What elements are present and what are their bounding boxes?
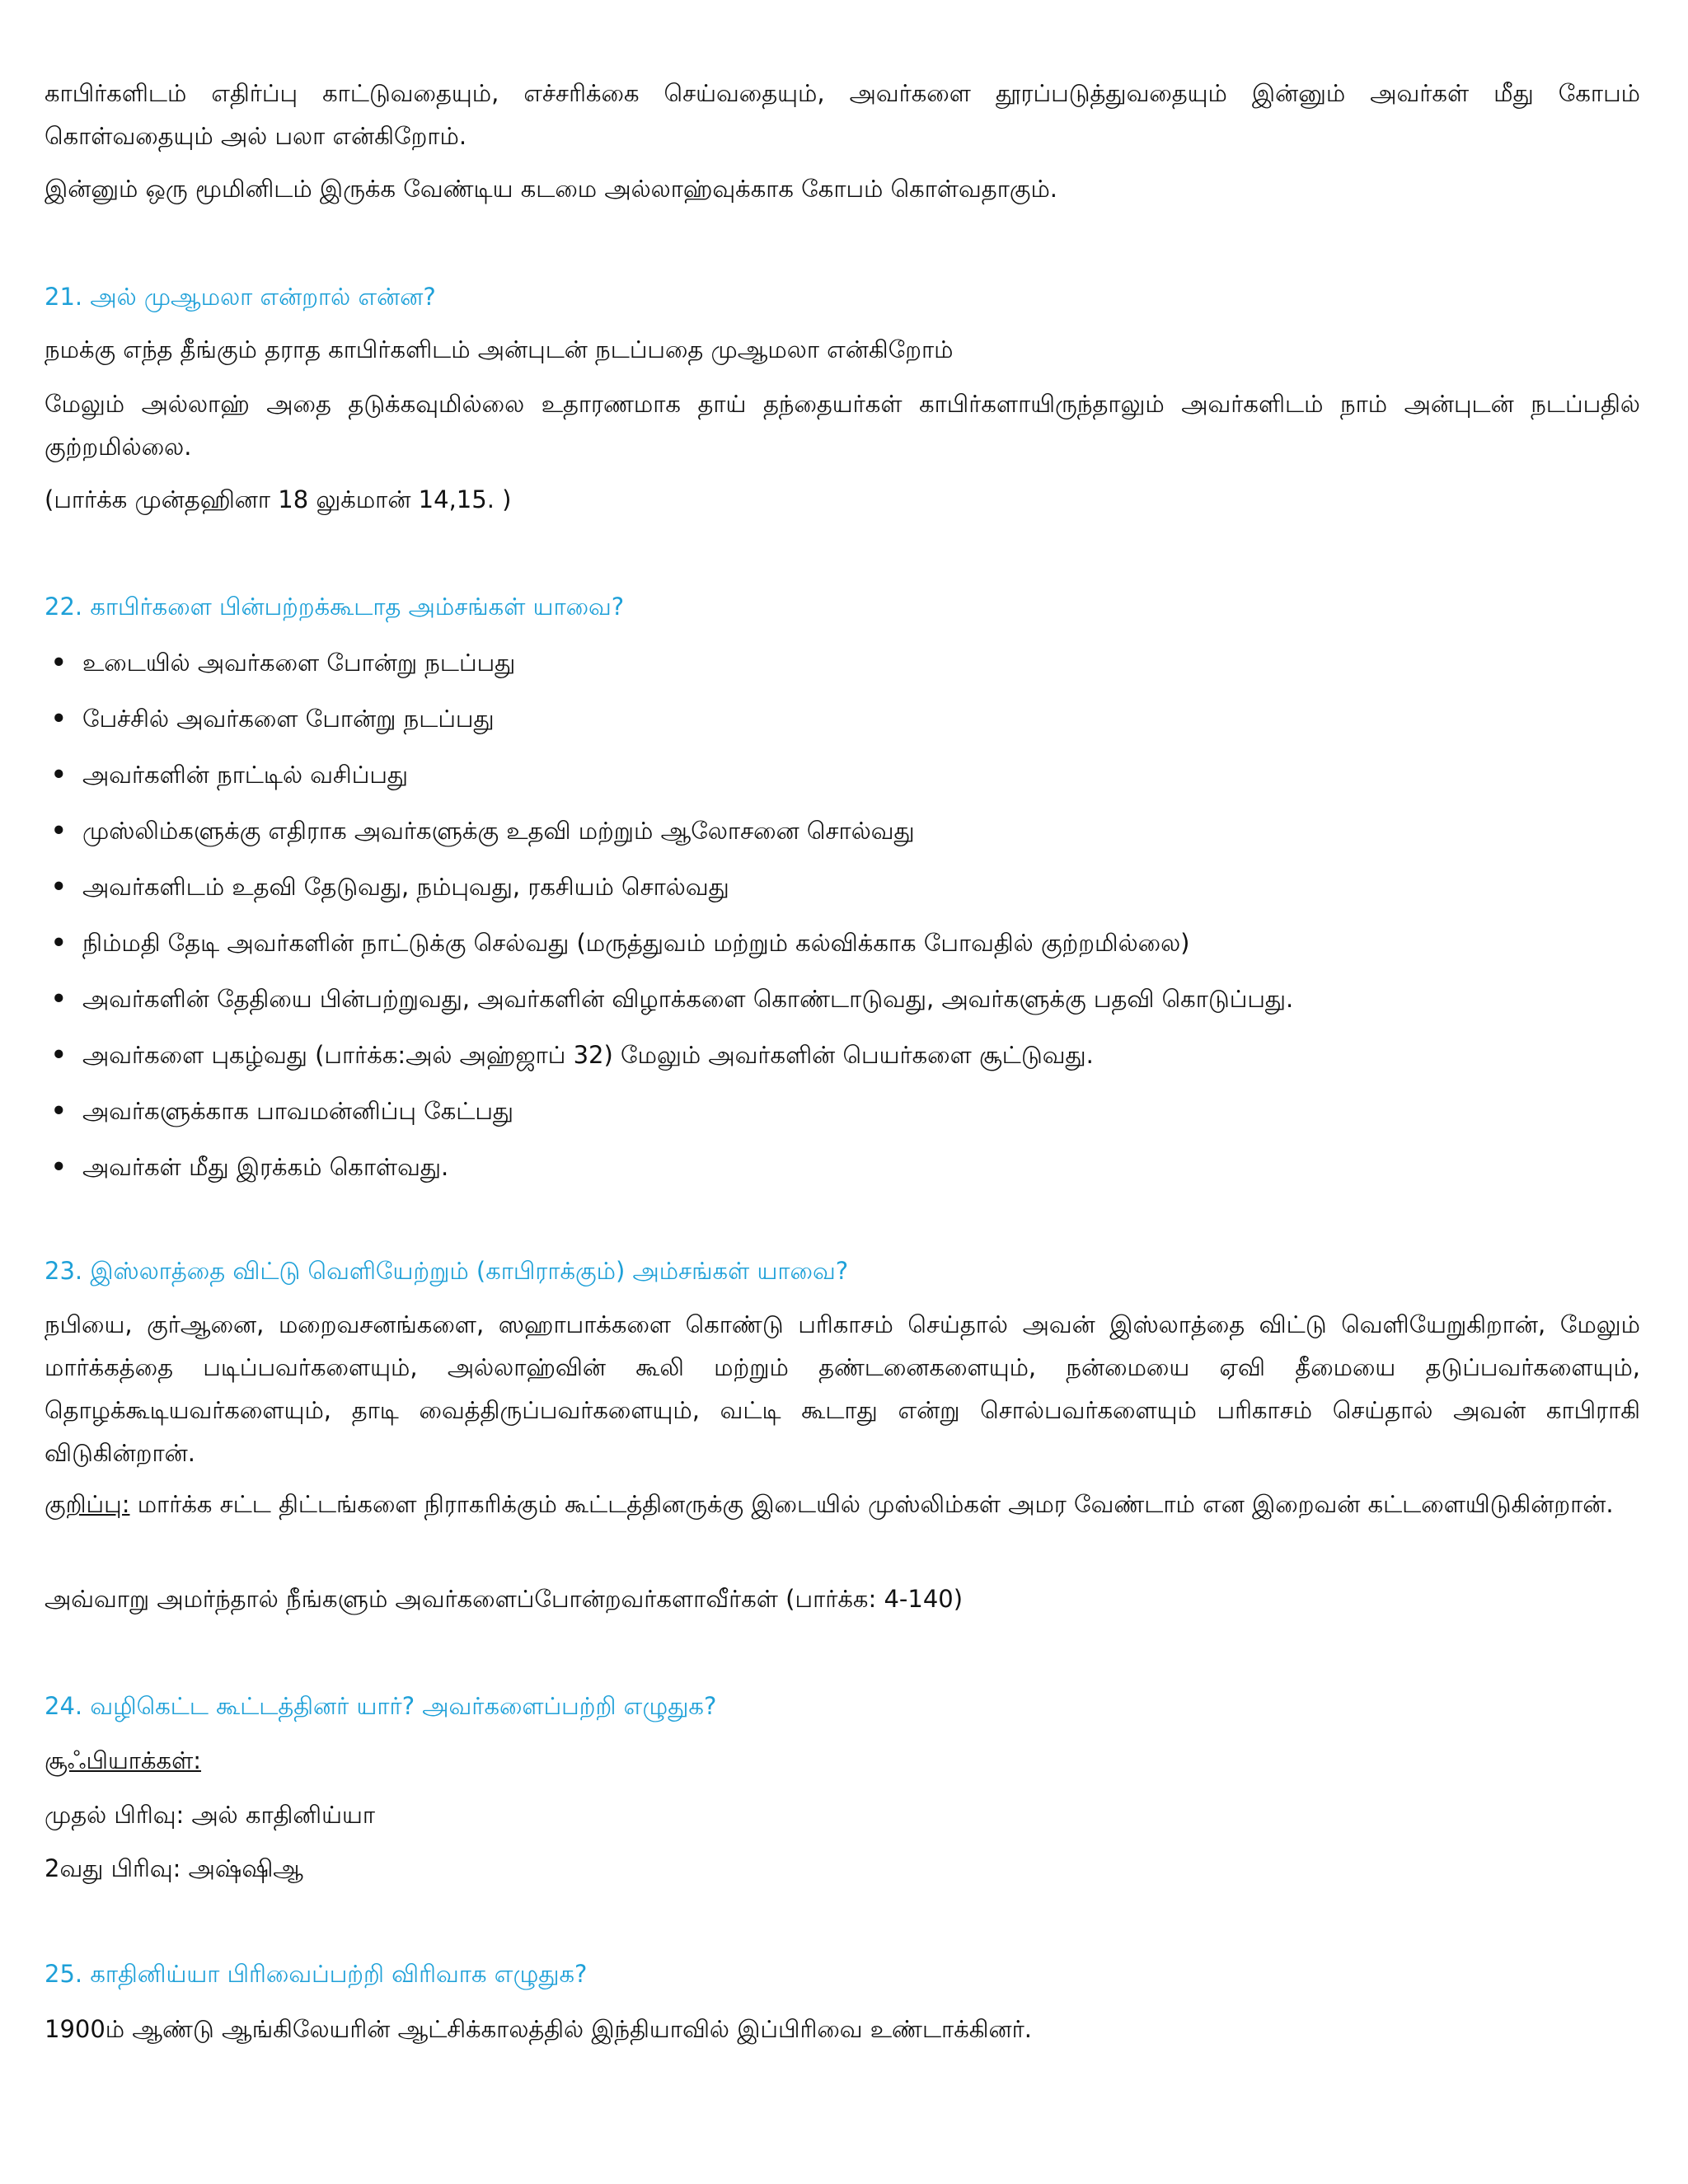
q23-note bbox=[45, 1483, 1640, 1526]
q25-paragraph-1: 1900ம் ஆண்டு ஆங்கிலேயரின் ஆட்சிக்காலத்தில் இந்தியாவில் இப்பிரிவை உண்டாக்கினர். bbox=[45, 2015, 1032, 2043]
list-item: • அவர்களுக்காக பாவமன்னிப்பு கேட்பது bbox=[45, 1090, 513, 1132]
q24-line-1: முதல் பிரிவு: அல் காதினிய்யா bbox=[45, 1801, 376, 1829]
bullet-icon: • bbox=[51, 1097, 67, 1125]
q21-reference: (பார்க்க முன்தஹினா 18 லுக்மான் 14,15. ) bbox=[45, 485, 512, 513]
question-23-heading: 23. இஸ்லாத்தை விட்டு வெளியேற்றும் (காபிராக்கும்) அம்சங்கள் யாவை? bbox=[45, 1257, 849, 1285]
list-item: • முஸ்லிம்களுக்கு எதிராக அவர்களுக்கு உதவி மற்றும் ஆலோசனை சொல்வது bbox=[45, 809, 915, 852]
bullet-icon: • bbox=[51, 873, 67, 901]
note-label: குறிப்பு: bbox=[45, 1490, 130, 1518]
bullet-icon: • bbox=[51, 1041, 67, 1069]
list-item: • உடையில் அவர்களை போன்று நடப்பது bbox=[45, 641, 515, 684]
question-24-heading: 24. வழிகெட்ட கூட்டத்தினர் யார்? அவர்களைப்பற்றி எழுதுக? bbox=[45, 1692, 717, 1720]
bullet-icon: • bbox=[51, 761, 67, 789]
list-item: • அவர்களை புகழ்வது (பார்க்க:அல் அஹ்ஜாப் 32) மேலும் அவர்களின் பெயர்களை சூட்டுவது. bbox=[45, 1033, 1094, 1076]
bullet-icon: • bbox=[51, 817, 67, 845]
bullet-icon: • bbox=[51, 1153, 67, 1181]
question-21-heading: 21. அல் முஆமலா என்றால் என்ன? bbox=[45, 283, 436, 311]
intro-paragraph-2: இன்னும் ஒரு மூமினிடம் இருக்க வேண்டிய கடமை அல்லாஹ்வுக்காக கோபம் கொள்வதாகும். bbox=[45, 175, 1058, 203]
bullet-icon: • bbox=[51, 705, 67, 733]
note-text: மார்க்க சட்ட திட்டங்களை நிராகரிக்கும் கூட்டத்தினருக்கு இடையில் முஸ்லிம்கள் அமர வேண்டாம் என இறைவன் கட்டளையிடுகின்றான். bbox=[129, 1490, 1614, 1518]
bullet-icon: • bbox=[51, 985, 67, 1013]
list-item: • அவர்களின் தேதியை பின்பற்றுவது, அவர்களின் விழாக்களை கொண்டாடுவது, அவர்களுக்கு பதவி கொடுப்பது. bbox=[45, 977, 1293, 1020]
bullet-icon: • bbox=[51, 649, 67, 677]
q24-line-2: 2வது பிரிவு: அஷ்ஷிஆ bbox=[45, 1854, 303, 1882]
list-item: • நிம்மதி தேடி அவர்களின் நாட்டுக்கு செல்வது (மருத்துவம் மற்றும் கல்விக்காக போவதில் குற்றமில்லை) bbox=[45, 921, 1189, 964]
question-25-heading: 25. காதினிய்யா பிரிவைப்பற்றி விரிவாக எழுதுக? bbox=[45, 1960, 588, 1988]
list-item: • பேச்சில் அவர்களை போன்று நடப்பது bbox=[45, 697, 495, 740]
q21-paragraph-2: மேலும் அல்லாஹ் அதை தடுக்கவுமில்லை உதாரணமாக தாய் தந்தையர்கள் காபிர்களாயிருந்தாலும் அவர்களிடம் நாம் அன்புடன் நடப்பதில் குற்றமில்லை. bbox=[45, 390, 1640, 461]
intro-paragraph-1: காபிர்களிடம் எதிர்ப்பு காட்டுவதையும், எச்சரிக்கை செய்வதையும், அவர்களை தூரப்படுத்துவதையும் இன்னும் அவர்கள் மீது கோபம் கொள்வதையும் அல் பலா என்கிறோம். bbox=[45, 79, 1640, 150]
bullet-icon: • bbox=[51, 929, 67, 957]
list-item: • அவர்களிடம் உதவி தேடுவது, நம்புவது, ரகசியம் சொல்வது bbox=[45, 865, 729, 908]
q23-paragraph-3: அவ்வாறு அமர்ந்தால் நீங்களும் அவர்களைப்போன்றவர்களாவீர்கள் (பார்க்க: 4-140) bbox=[45, 1585, 964, 1613]
list-item: • அவர்கள் மீது இரக்கம் கொள்வது. bbox=[45, 1146, 448, 1188]
question-22-heading: 22. காபிர்களை பின்பற்றக்கூடாத அம்சங்கள் யாவை? bbox=[45, 593, 625, 621]
q23-paragraph-1: நபியை, குர்ஆனை, மறைவசனங்களை, ஸஹாபாக்களை கொண்டு பரிகாசம் செய்தால் அவன் இஸ்லாத்தை விட்டு வெளியேறுகிறான், மேலும் மார்க்கத்தை படிப்பவர்களையும், அல்லாஹ்வின் கூலி மற்றும் தண்டனைகளையும், நன்மையை ஏவி தீமையை தடுப்பவர்களையும், தொழக்கூடியவர்களையும், தாடி வைத்திருப்பவர்களையும், வட்டி கூடாது என்று சொல்பவர்களையும் பரிகாசம் செய்தால் அவன் காபிராகி விடுகின்றான். bbox=[45, 1310, 1640, 1467]
list-item: • அவர்களின் நாட்டில் வசிப்பது bbox=[45, 753, 408, 796]
q21-paragraph-1: நமக்கு எந்த தீங்கும் தராத காபிர்களிடம் அன்புடன் நடப்பதை முஆமலா என்கிறோம் bbox=[45, 335, 954, 363]
q24-subheading: சூஃபியாக்கள்: bbox=[45, 1746, 202, 1774]
